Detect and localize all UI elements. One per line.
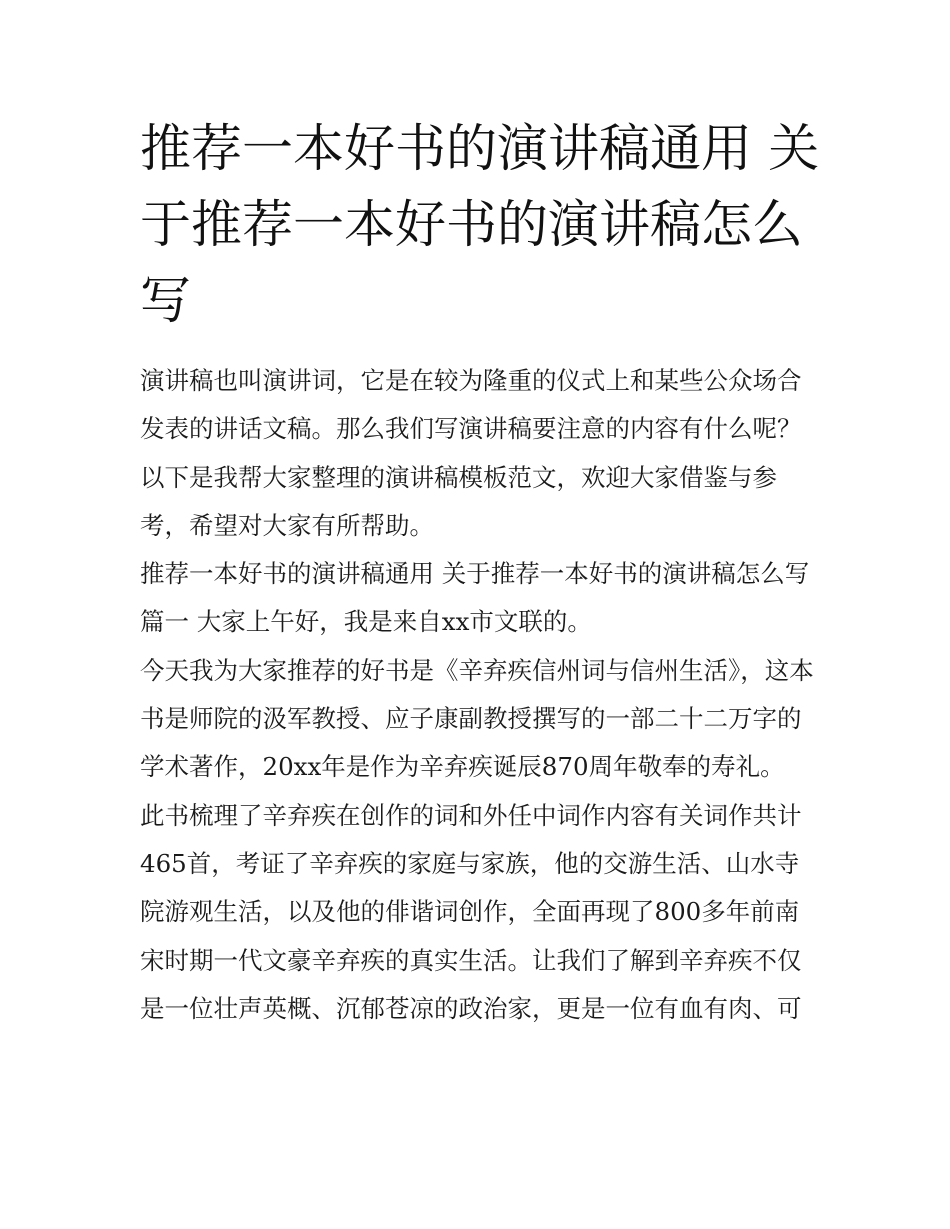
paragraph-intro: 演讲稿也叫演讲词，它是在较为隆重的仪式上和某些公众场合发表的讲话文稿。那么我们写演讲稿要注意的内容有什么呢？以下是我帮大家整理的演讲稿模板范文，欢迎大家借鉴与参考，希望对大家有所帮助。 [140,366,802,540]
paragraph-book-intro: 今天我为大家推荐的好书是《辛弃疾信州词与信州生活》，这本书是师院的汲军教授、应子康副教授撰写的一部二十二万字的学术著作，20xx年是作为辛弃疾诞辰870周年敬奉的寿礼。 [140,655,814,782]
document-body [140,357,820,1033]
paragraph-book-content: 此书梳理了辛弃疾在创作的词和外任中词作内容有关词作共计465首，考证了辛弃疾的家庭与家族，他的交游生活、山水寺院游观生活，以及他的俳谐词创作，全面再现了800多年前南宋时期一代文豪辛弃疾的真实生活。让我们了解到辛弃疾不仅是一位壮声英概、沉郁苍凉的政治家，更是一位有血有肉、可 [140,800,802,1023]
document-title: 推荐一本好书的演讲稿通用 关于推荐一本好书的演讲稿怎么写 [140,120,820,331]
paragraph-opening: 推荐一本好书的演讲稿通用 关于推荐一本好书的演讲稿怎么写篇一 大家上午好，我是来自xx市文联的。 [140,559,810,637]
